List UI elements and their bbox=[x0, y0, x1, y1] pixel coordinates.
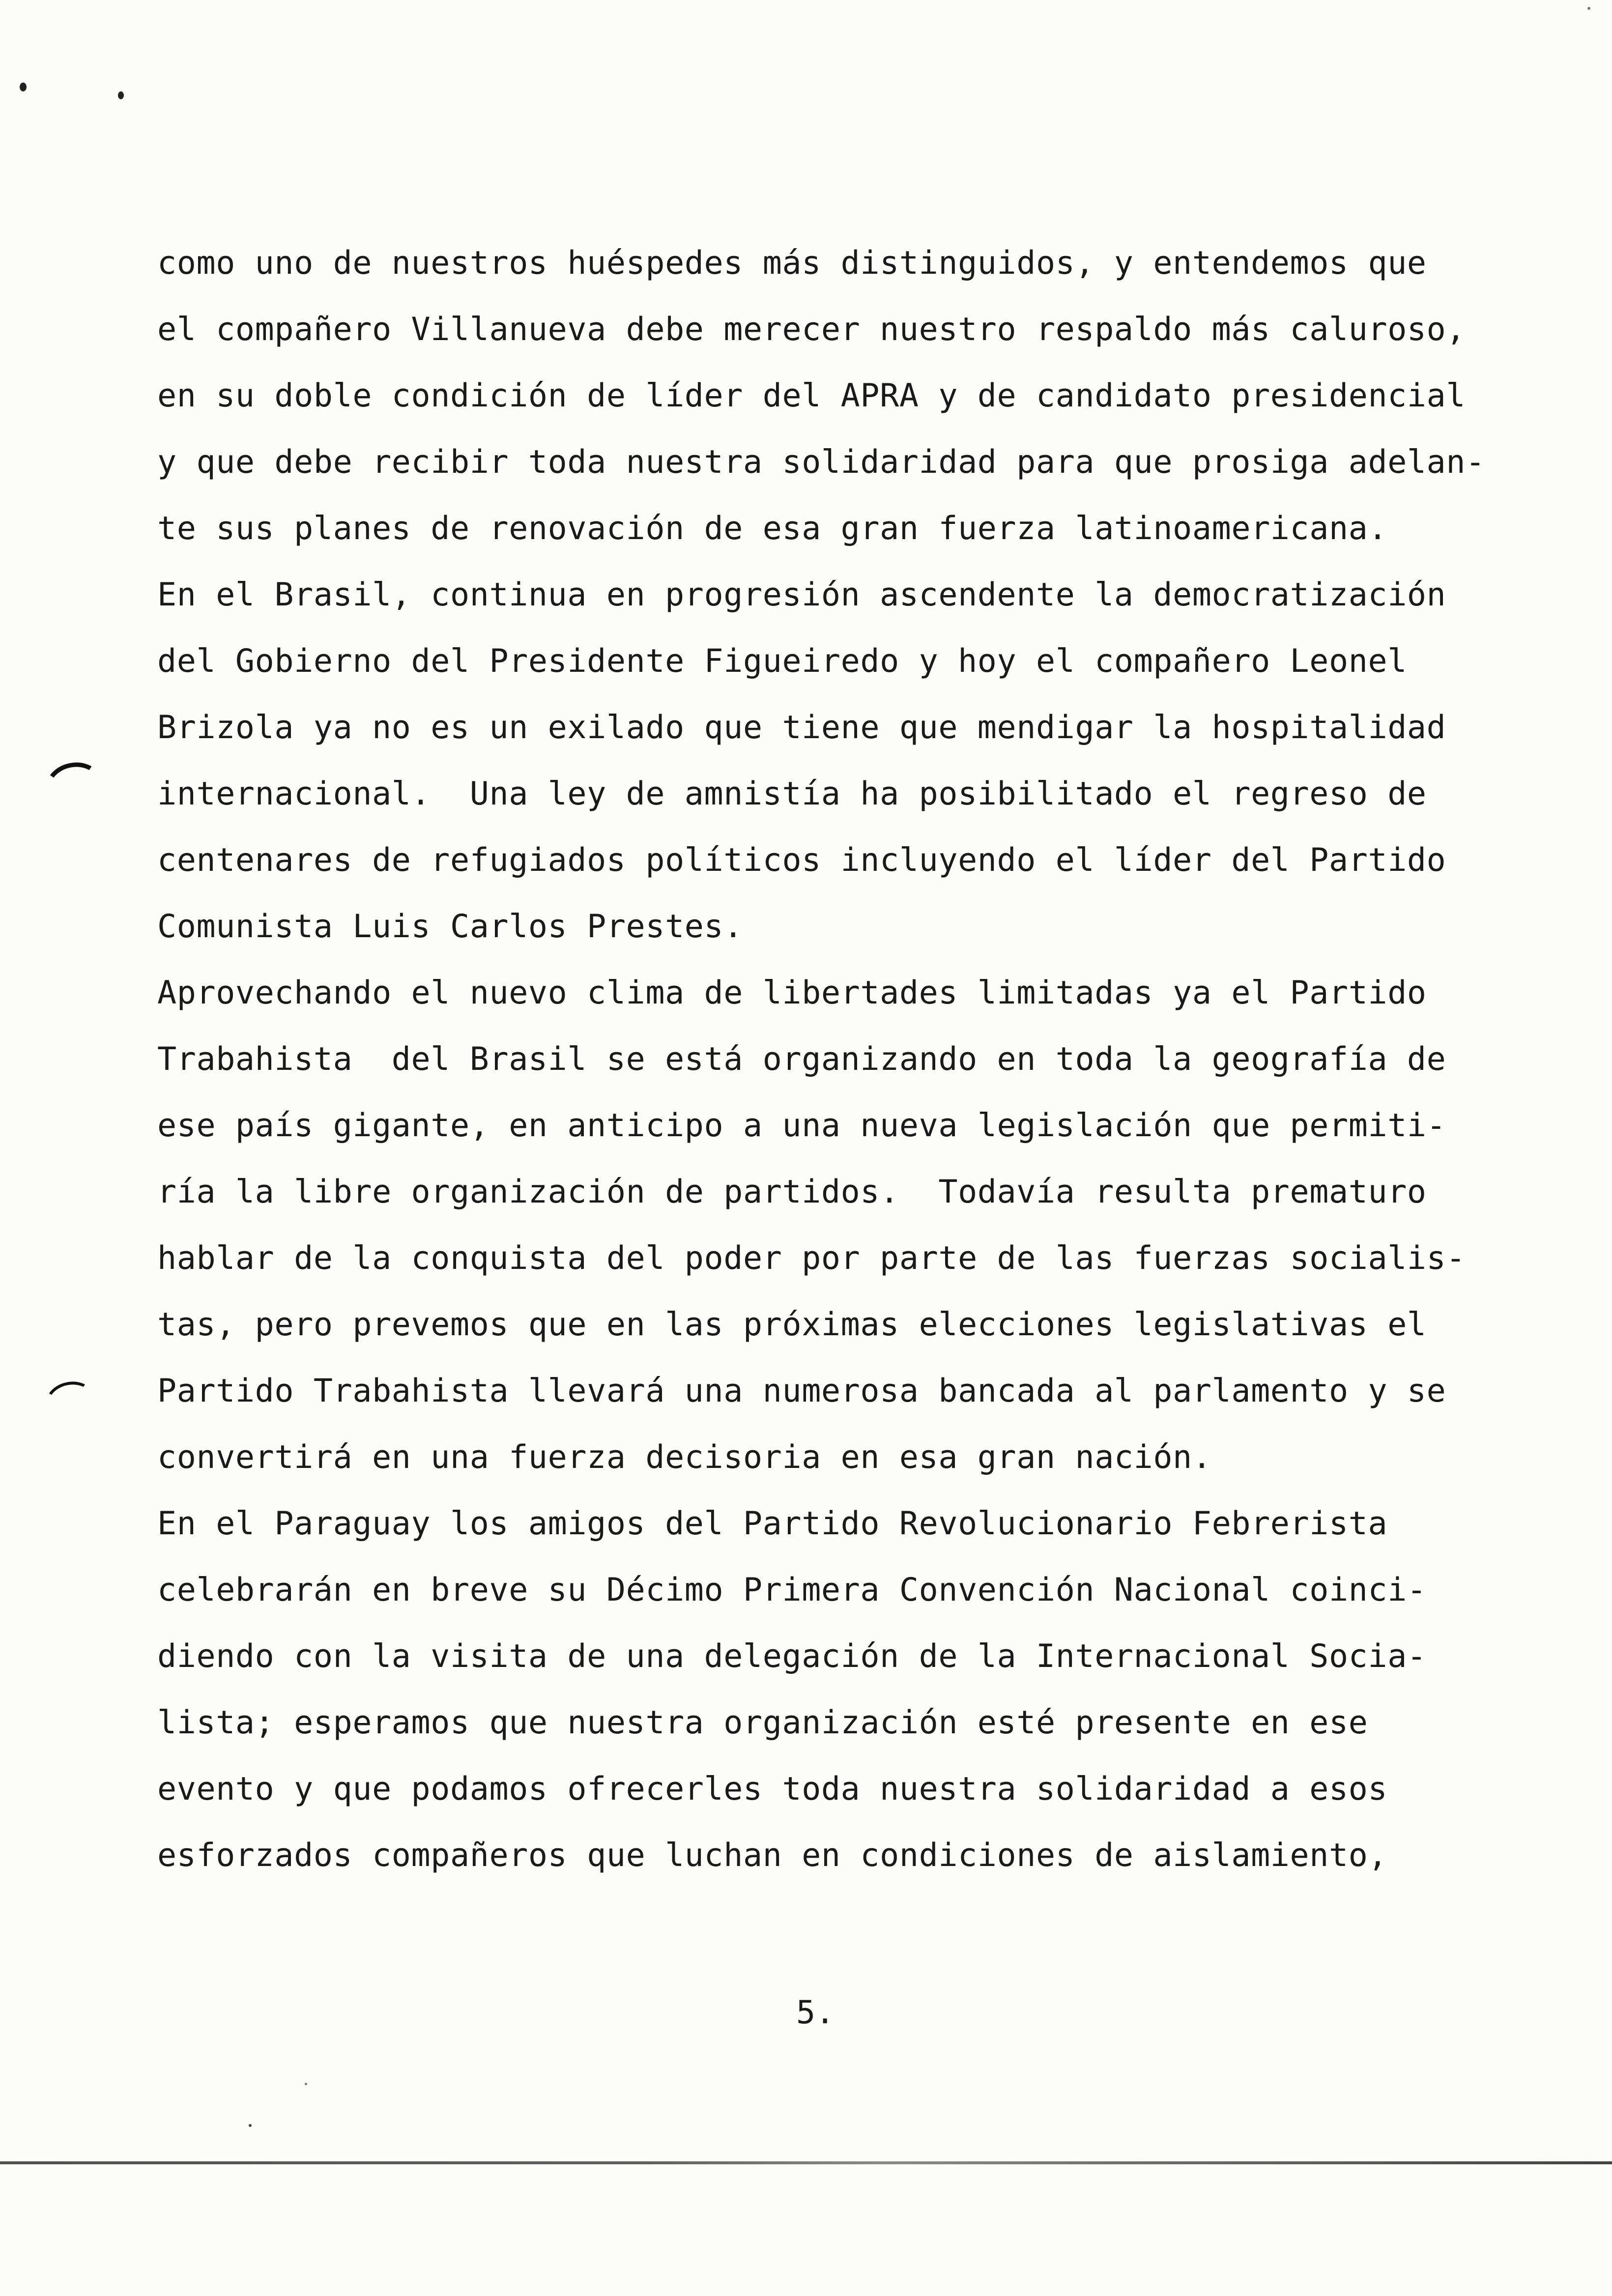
text-line: ese país gigante, en anticipo a una nueva legislación que permiti- bbox=[157, 1107, 1446, 1144]
text-line: convertirá en una fuerza decisoria en esa gran nación. bbox=[157, 1439, 1212, 1476]
body-text bbox=[157, 230, 1533, 1889]
text-line: esforzados compañeros que luchan en condiciones de aislamiento, bbox=[157, 1837, 1388, 1874]
scan-speck bbox=[20, 83, 27, 91]
text-line: como uno de nuestros huéspedes más distinguidos, y entendemos que bbox=[157, 245, 1427, 282]
text-line: tas, pero prevemos que en las próximas elecciones legislativas el bbox=[157, 1306, 1427, 1343]
punch-hole-mark bbox=[41, 757, 108, 816]
scan-speck bbox=[305, 2083, 307, 2085]
text-line: y que debe recibir toda nuestra solidaridad para que prosiga adelan- bbox=[157, 444, 1485, 481]
text-line: el compañero Villanueva debe merecer nuestro respaldo más caluroso, bbox=[157, 311, 1466, 348]
scan-speck bbox=[1587, 7, 1590, 10]
scan-speck bbox=[118, 91, 124, 99]
text-line: Trabahista del Brasil se está organizando en toda la geografía de bbox=[157, 1041, 1446, 1078]
text-line: celebrarán en breve su Décimo Primera Convención Nacional coinci- bbox=[157, 1572, 1427, 1608]
text-line: En el Paraguay los amigos del Partido Revolucionario Febrerista bbox=[157, 1505, 1388, 1542]
text-line: lista; esperamos que nuestra organización esté presente en ese bbox=[157, 1704, 1368, 1741]
text-line: centenares de refugiados políticos incluyendo el líder del Partido bbox=[157, 842, 1446, 879]
bottom-rule bbox=[0, 2161, 1612, 2164]
page-number: 5. bbox=[796, 1994, 835, 2031]
text-line: evento y que podamos ofrecerles toda nuestra solidaridad a esos bbox=[157, 1771, 1388, 1808]
text-line: diendo con la visita de una delegación de la Internacional Socia- bbox=[157, 1638, 1427, 1675]
text-line: Comunista Luis Carlos Prestes. bbox=[157, 908, 743, 945]
text-line: En el Brasil, continua en progresión ascendente la democratización bbox=[157, 576, 1446, 613]
text-line: Partido Trabahista llevará una numerosa bancada al parlamento y se bbox=[157, 1373, 1446, 1409]
text-line: hablar de la conquista del poder por parte de las fuerzas socialis- bbox=[157, 1240, 1466, 1277]
text-line: internacional. Una ley de amnistía ha posibilitado el regreso de bbox=[157, 775, 1427, 812]
text-line: del Gobierno del Presidente Figueiredo y hoy el compañero Leonel bbox=[157, 643, 1407, 680]
punch-hole-mark bbox=[41, 1377, 100, 1428]
text-line: te sus planes de renovación de esa gran fuerza latinoamericana. bbox=[157, 510, 1388, 547]
text-line: Brizola ya no es un exilado que tiene que mendigar la hospitalidad bbox=[157, 709, 1446, 746]
scan-speck bbox=[249, 2124, 252, 2127]
text-line: ría la libre organización de partidos. Todavía resulta prematuro bbox=[157, 1174, 1427, 1210]
text-line: en su doble condición de líder del APRA y de candidato presidencial bbox=[157, 377, 1466, 414]
text-line: Aprovechando el nuevo clima de libertades limitadas ya el Partido bbox=[157, 975, 1427, 1011]
